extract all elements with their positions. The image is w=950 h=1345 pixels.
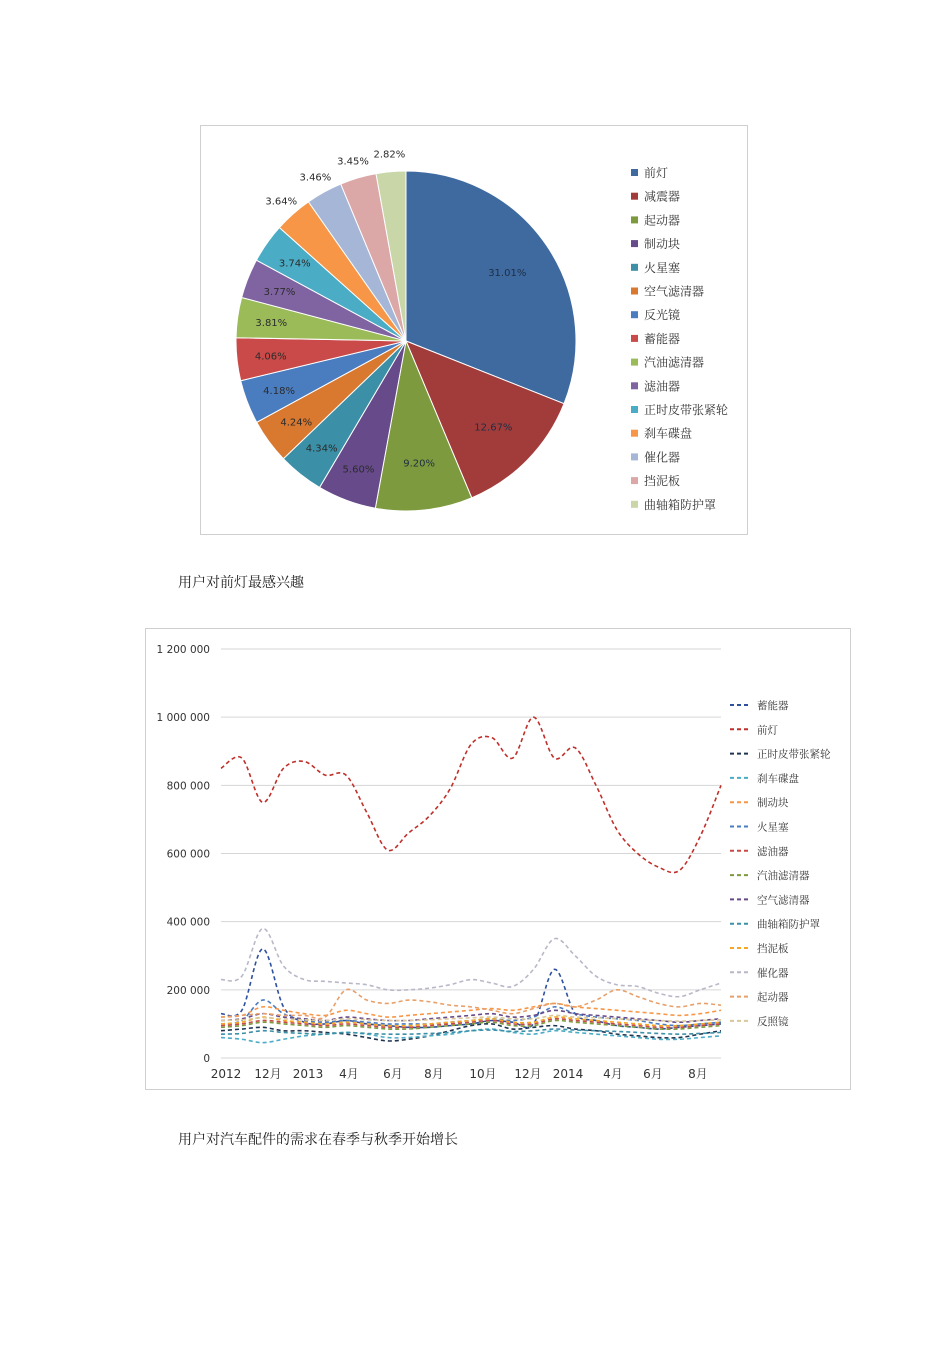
legend-label: 空气滤清器 xyxy=(644,284,705,299)
legend-label: 正时皮带张紧轮 xyxy=(757,748,831,761)
series-line xyxy=(221,928,721,996)
x-tick-label: 2014 xyxy=(552,1067,584,1081)
legend-swatch xyxy=(631,311,638,318)
legend-label: 刹车碟盘 xyxy=(644,426,693,441)
legend-label: 蓄能器 xyxy=(644,331,681,346)
legend-swatch xyxy=(631,430,638,437)
x-tick-label: 12月 xyxy=(514,1067,542,1081)
legend-swatch xyxy=(631,169,638,176)
pie-slice-label: 4.18% xyxy=(263,385,295,397)
legend-swatch xyxy=(631,406,638,413)
series-line xyxy=(221,989,721,1018)
legend-label: 火星塞 xyxy=(644,260,681,275)
legend-label: 汽油滤清器 xyxy=(644,355,705,370)
pie-slice-label: 5.60% xyxy=(342,464,375,476)
legend-swatch xyxy=(631,477,638,484)
legend-label: 挡泥板 xyxy=(644,474,681,489)
x-tick-label: 8月 xyxy=(688,1067,708,1081)
legend-label: 制动块 xyxy=(757,797,789,810)
x-tick-label: 8月 xyxy=(424,1067,444,1081)
pie-slice-label: 3.81% xyxy=(255,318,288,330)
y-tick-label: 1 200 000 xyxy=(156,644,210,656)
legend-label: 滤油器 xyxy=(644,379,681,394)
legend-swatch xyxy=(631,359,638,366)
y-tick-label: 600 000 xyxy=(166,848,210,861)
legend-label: 滤油器 xyxy=(757,845,789,858)
legend-label: 起动器 xyxy=(757,991,789,1004)
pie-slice-label: 12.67% xyxy=(474,422,513,434)
legend-swatch xyxy=(631,453,638,460)
pie-slice-label: 4.34% xyxy=(305,443,338,455)
legend-label: 前灯 xyxy=(644,166,669,180)
legend-label: 前灯 xyxy=(757,724,778,737)
y-tick-label: 800 000 xyxy=(166,780,210,793)
pie-slice-label: 3.45% xyxy=(337,156,369,168)
series-line xyxy=(221,717,721,872)
pie-slice-label: 3.64% xyxy=(265,196,298,208)
legend-label: 催化器 xyxy=(644,450,681,465)
legend-swatch xyxy=(631,288,638,295)
series-line xyxy=(221,949,721,1029)
y-tick-label: 200 000 xyxy=(166,984,210,997)
pie-slice-label: 9.20% xyxy=(403,458,436,470)
pie-chart xyxy=(201,126,747,534)
legend-swatch xyxy=(631,216,638,223)
legend-label: 减震器 xyxy=(644,189,681,204)
legend-label: 制动块 xyxy=(644,237,681,252)
legend-label: 反光镜 xyxy=(644,308,681,323)
legend-label: 挡泥板 xyxy=(757,943,789,955)
legend-label: 曲轴箱防护罩 xyxy=(757,918,820,931)
pie-slice-label: 31.01% xyxy=(488,268,527,280)
legend-label: 汽油滤清器 xyxy=(757,870,810,883)
x-tick-label: 2013 xyxy=(292,1067,324,1081)
legend-label: 刹车碟盘 xyxy=(757,772,799,785)
legend-label: 起动器 xyxy=(644,213,681,228)
pie-slice-label: 3.77% xyxy=(263,286,296,298)
y-tick-label: 1 000 000 xyxy=(156,712,210,725)
legend-label: 曲轴箱防护罩 xyxy=(644,497,717,512)
legend-swatch xyxy=(631,193,638,200)
line-chart-frame xyxy=(145,628,851,1090)
legend-label: 空气滤清器 xyxy=(757,894,810,907)
x-tick-label: 4月 xyxy=(339,1067,359,1081)
pie-slice-label: 4.06% xyxy=(254,351,287,363)
legend-label: 火星塞 xyxy=(757,821,789,834)
x-tick-label: 4月 xyxy=(603,1067,623,1081)
series-line xyxy=(221,1003,721,1017)
x-tick-label: 6月 xyxy=(383,1067,403,1081)
y-tick-label: 400 000 xyxy=(166,916,210,929)
legend-label: 蓄能器 xyxy=(757,700,789,712)
x-tick-label: 2012 xyxy=(210,1067,242,1081)
y-tick-label: 0 xyxy=(203,1053,210,1065)
pie-slice-label: 3.74% xyxy=(278,258,311,270)
legend-swatch xyxy=(631,382,638,389)
pie-slice-label: 4.24% xyxy=(280,417,313,429)
pie-chart-frame xyxy=(200,125,748,535)
legend-label: 催化器 xyxy=(757,967,789,980)
x-tick-label: 10月 xyxy=(469,1067,497,1081)
legend-label: 正时皮带张紧轮 xyxy=(644,403,729,417)
pie-slice-label: 2.82% xyxy=(373,149,406,161)
legend-swatch xyxy=(631,264,638,271)
x-tick-label: 12月 xyxy=(254,1067,282,1081)
x-tick-label: 6月 xyxy=(643,1067,663,1081)
line-caption: 用户对汽车配件的需求在春季与秋季开始增长 xyxy=(178,1132,458,1148)
legend-label: 反照镜 xyxy=(757,1015,789,1028)
legend-swatch xyxy=(631,501,638,508)
legend-swatch xyxy=(631,240,638,247)
pie-slice-label: 3.46% xyxy=(299,172,332,184)
legend-swatch xyxy=(631,335,638,342)
series-line xyxy=(221,1029,721,1034)
line-chart xyxy=(146,629,850,1089)
pie-caption: 用户对前灯最感兴趣 xyxy=(178,575,304,591)
